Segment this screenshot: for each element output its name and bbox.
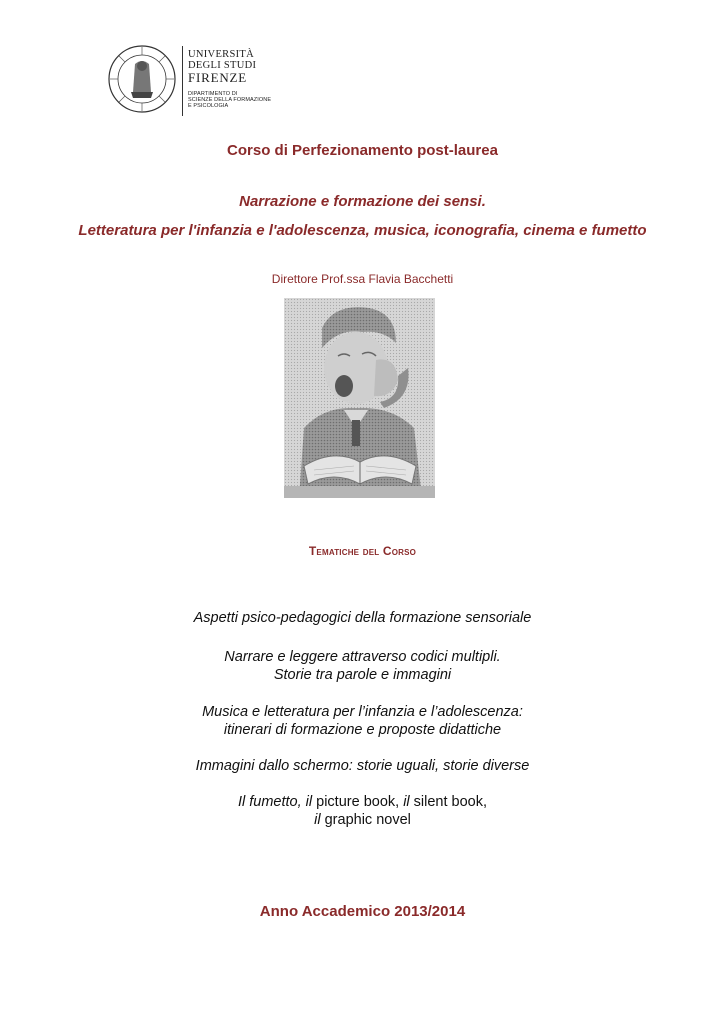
- university-line-3: FIRENZE: [188, 70, 248, 85]
- theme-item-5-line-1: [0, 793, 725, 811]
- course-subtitle-line-2: Letteratura per l'infanzia e l'adolescenza, musica, iconografia, cinema e fumetto: [78, 222, 647, 239]
- course-director: Direttore Prof.ssa Flavia Bacchetti: [271, 272, 454, 286]
- logo-divider: [182, 46, 183, 116]
- yawning-boy-engraving-icon: [284, 298, 435, 498]
- course-title: Corso di Perfezionamento post-laurea: [227, 142, 498, 159]
- theme-item-4: Immagini dallo schermo: storie uguali, storie diverse: [195, 758, 530, 774]
- course-subtitle-line-1: Narrazione e formazione dei sensi.: [239, 193, 486, 210]
- university-logo: [107, 44, 277, 118]
- themes-heading: Tematiche del Corso: [308, 544, 417, 558]
- theme-item-5-line-2: [0, 811, 725, 829]
- theme-item-2-line-1: Narrare e leggere attraverso codici multipli.: [224, 649, 501, 665]
- theme-item-2-line-2: Storie tra parole e immagini: [273, 667, 452, 683]
- university-name: [188, 49, 271, 109]
- university-line-2: DEGLI STUDI: [188, 60, 257, 71]
- theme-item-5-part-c: il: [403, 794, 410, 810]
- theme-item-1: Aspetti psico-pedagogici della formazione sensoriale: [193, 610, 532, 626]
- university-seal-icon: [107, 44, 177, 114]
- theme-item-5-part-d: silent book,: [409, 794, 488, 810]
- theme-item-3-line-2: itinerari di formazione e proposte didattiche: [223, 722, 502, 738]
- theme-item-5-part-a: Il fumetto, il: [237, 794, 313, 810]
- theme-item-5-part-f: graphic novel: [320, 812, 411, 828]
- university-line-1: UNIVERSITÀ: [188, 49, 254, 60]
- theme-item-3-line-1: Musica e letteratura per l’infanzia e l’adolescenza:: [202, 704, 523, 720]
- department-line-2: SCIENZE DELLA FORMAZIONE: [188, 97, 272, 103]
- academic-year: Anno Accademico 2013/2014: [259, 903, 466, 920]
- theme-item-5-part-e: il: [314, 812, 321, 828]
- department-name: [188, 91, 271, 109]
- department-line-3: E PSICOLOGIA: [188, 103, 229, 109]
- department-line-1: DIPARTIMENTO DI: [188, 91, 238, 97]
- theme-item-5-part-b: picture book,: [312, 794, 404, 810]
